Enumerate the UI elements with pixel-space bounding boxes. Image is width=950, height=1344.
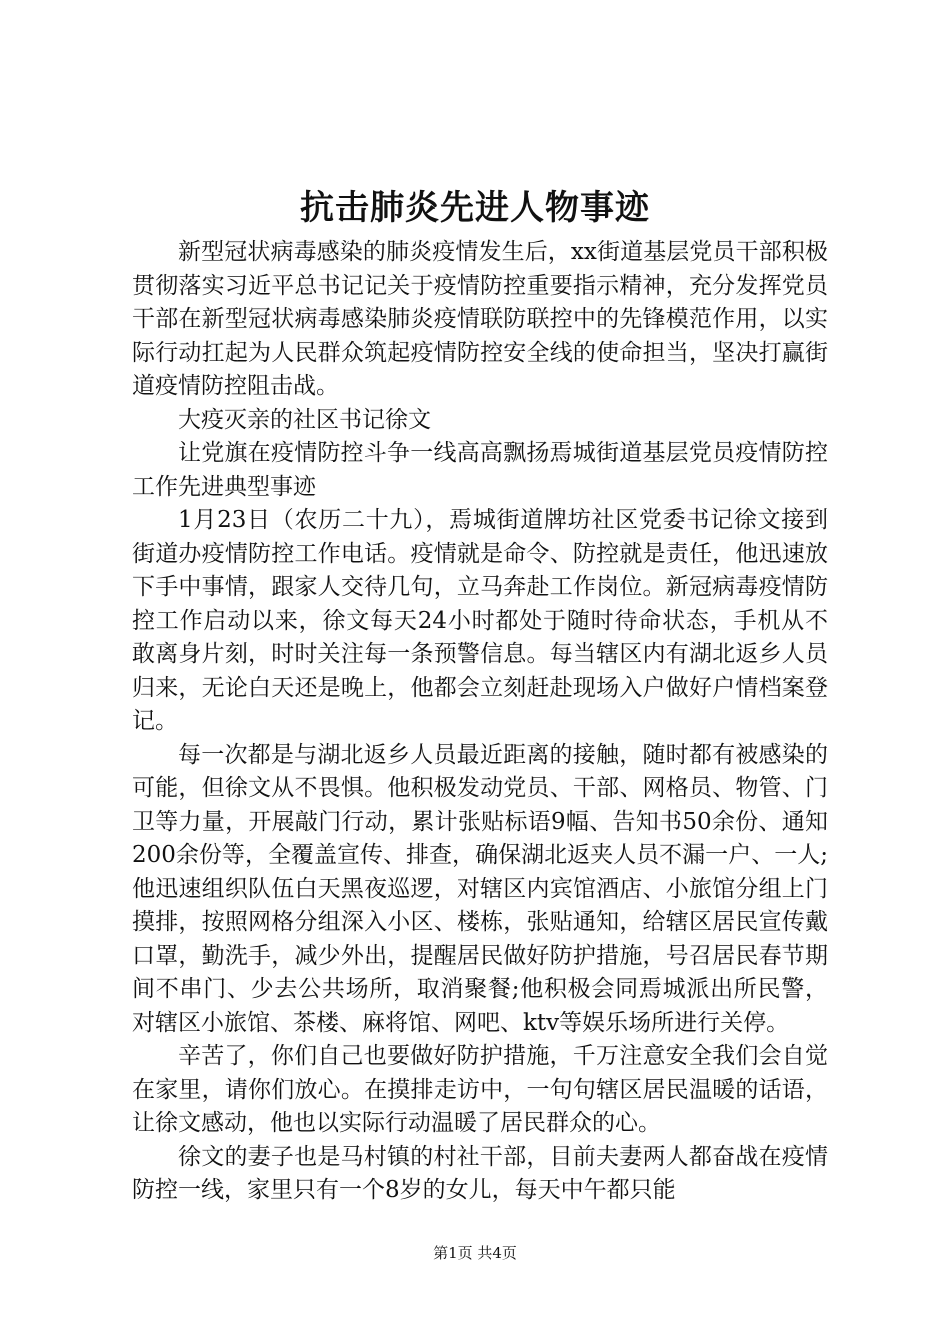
paragraph-headline: 让党旗在疫情防控斗争一线高高飘扬焉城街道基层党员疫情防控工作先进典型事迹 xyxy=(132,440,828,500)
paragraph-story-2: 每一次都是与湖北返乡人员最近距离的接触，随时都有被感染的可能，但徐文从不畏惧。他积极发动党员、干部、网格员、物管、门卫等力量，开展敲门行动，累计张贴标语9幅、告知书50余份、通知200余份等，全覆盖宣传、排查，确保湖北返夹人员不漏一户、一人;他迅速组织队伍白天黑夜巡逻，对辖区内宾馆酒店、小旅馆分组上门摸排，按照网格分组深入小区、楼栋，张贴通知，给辖区居民宣传戴口罩，勤洗手，减少外出，提醒居民做好防护措施，号召居民春节期间不串门、少去公共场所，取消聚餐;他积极会同焉城派出所民警，对辖区小旅馆、茶楼、麻将馆、网吧、ktv等娱乐场所进行关停。 xyxy=(132,741,828,1036)
document-body xyxy=(132,236,828,1208)
paragraph-subheading: 大疫灭亲的社区书记徐文 xyxy=(178,406,431,433)
paragraph-story-4: 徐文的妻子也是马村镇的村社干部，目前夫妻两人都奋战在疫情防控一线，家里只有一个8岁的女儿，每天中午都只能 xyxy=(132,1143,828,1203)
page-footer: 第1页 共4页 xyxy=(433,1244,517,1262)
paragraph-story-3: 辛苦了，你们自己也要做好防护措施，千万注意安全我们会自觉在家里，请你们放心。在摸排走访中，一句句辖区居民温暖的话语，让徐文感动，他也以实际行动温暖了居民群众的心。 xyxy=(132,1043,828,1136)
paragraph-story-1: 1月23日（农历二十九），焉城街道牌坊社区党委书记徐文接到街道办疫情防控工作电话。疫情就是命令、防控就是责任，他迅速放下手中事情，跟家人交待几句，立马奔赴工作岗位。新冠病毒疫情防控工作启动以来，徐文每天24小时都处于随时待命状态，手机从不敢离身片刻，时时关注每一条预警信息。每当辖区内有湖北返乡人员归来，无论白天还是晚上，他都会立刻赶赴现场入户做好户情档案登记。 xyxy=(132,507,828,734)
document-title: 抗击肺炎先进人物事迹 xyxy=(300,188,650,228)
paragraph-intro: 新型冠状病毒感染的肺炎疫情发生后，xx街道基层党员干部积极贯彻落实习近平总书记记关于疫情防控重要指示精神，充分发挥党员干部在新型冠状病毒感染肺炎疫情联防联控中的先锋模范作用，以实际行动扛起为人民群众筑起疫情防控安全线的使命担当，坚决打赢街道疫情防控阻击战。 xyxy=(132,239,828,399)
